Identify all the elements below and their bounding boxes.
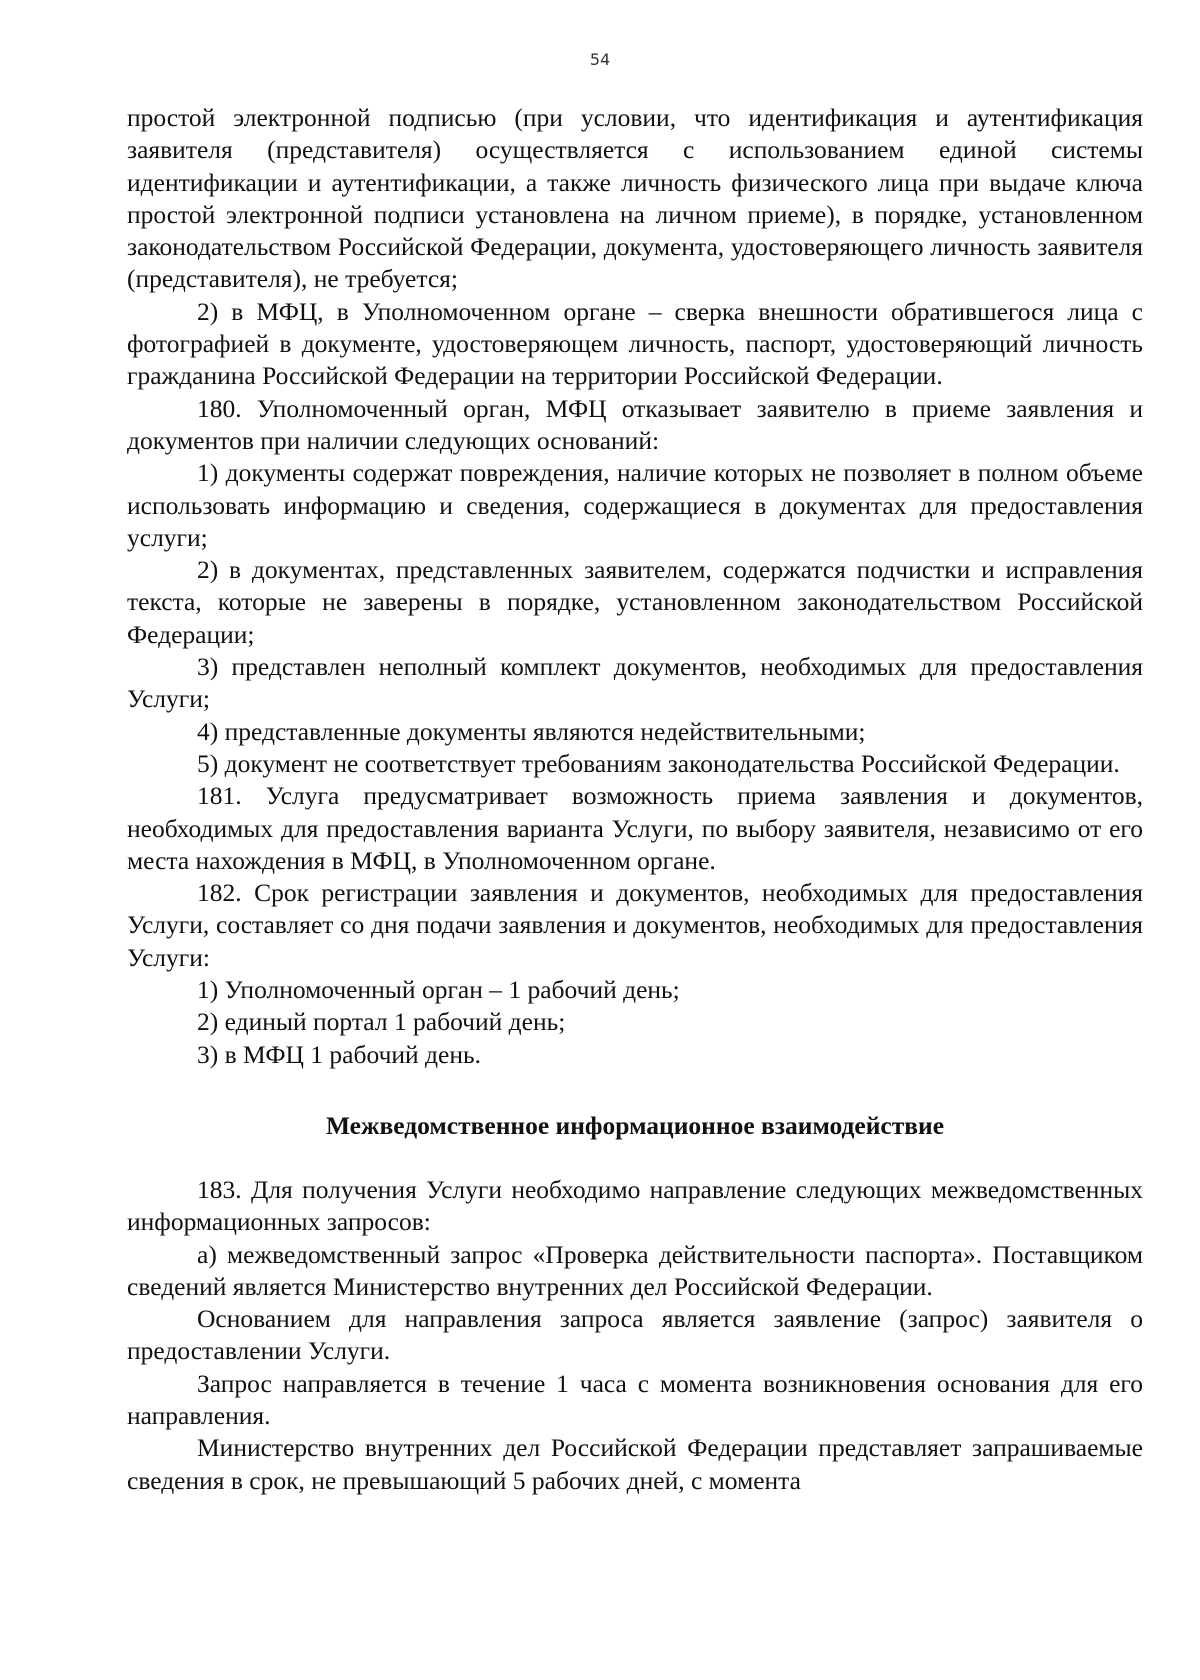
paragraph: 5) документ не соответствует требованиям законодательства Российской Федерации. — [197, 748, 1120, 778]
section-heading: Межведомственное информационное взаимодействие — [325, 1110, 945, 1140]
paragraph: 1) документы содержат повреждения, наличие которых не позволяет в полном объеме использовать информацию и сведения, содержащиеся в документах для предоставления услуги; — [127, 458, 1143, 552]
document-body — [127, 102, 1143, 1497]
paragraph: Министерство внутренних дел Российской Федерации представляет запрашиваемые сведения в срок, не превышающий 5 рабочих дней, с момента — [127, 1433, 1143, 1495]
paragraph: 4) представленные документы являются недействительными; — [197, 716, 866, 746]
paragraph: а) межведомственный запрос «Проверка действительности паспорта». Поставщиком сведений является Министерство внутренних дел Российской Федерации. — [127, 1239, 1143, 1301]
paragraph: 183. Для получения Услуги необходимо направление следующих межведомственных информационных запросов: — [127, 1174, 1143, 1237]
paragraph: 182. Срок регистрации заявления и документов, необходимых для предоставления Услуги, составляет со дня подачи заявления и документов, необходимых для предоставления Услуги: — [127, 878, 1143, 972]
paragraph: простой электронной подписью (при условии, что идентификация и аутентификация заявителя (представителя) осуществляется с использованием единой системы идентификации и аутентификации, а также личность физического лица при выдаче ключа простой электронной подписи установлена на личном приеме), в порядке, установленном законодательством Российской Федерации, документа, удостоверяющего личность заявителя (представителя), не требуется; — [127, 103, 1143, 294]
paragraph: 180. Уполномоченный орган, МФЦ отказывает заявителю в приеме заявления и документов при наличии следующих оснований: — [127, 393, 1143, 455]
paragraph-group-bottom — [127, 1174, 1143, 1497]
paragraph: Основанием для направления запроса является заявление (запрос) заявителя о предоставлении Услуги. — [127, 1304, 1143, 1366]
page-number: 54 — [589, 50, 611, 69]
paragraph: 3) в МФЦ 1 рабочий день. — [197, 1039, 481, 1069]
paragraph: 2) в документах, представленных заявителем, содержатся подчистки и исправления текста, которые не заверены в порядке, установленном законодательством Российской Федерации; — [127, 555, 1143, 649]
paragraph: 2) единый портал 1 рабочий день; — [197, 1007, 566, 1037]
paragraph: 181. Услуга предусматривает возможность приема заявления и документов, необходимых для предоставления варианта Услуги, по выбору заявителя, независимо от его места нахождения в МФЦ, в Уполномоченном органе. — [127, 781, 1143, 875]
paragraph-group-top — [127, 102, 1143, 1071]
paragraph: Запрос направляется в течение 1 часа с момента возникновения основания для его направления. — [127, 1368, 1143, 1430]
paragraph: 1) Уполномоченный орган – 1 рабочий день; — [197, 975, 680, 1005]
paragraph: 2) в МФЦ, в Уполномоченном органе – сверка внешности обратившегося лица с фотографией в документе, удостоверяющем личность, паспорт, удостоверяющий личность гражданина Российской Федерации на территории Российской Федерации. — [127, 296, 1143, 391]
paragraph: 3) представлен неполный комплект документов, необходимых для предоставления Услуги; — [127, 652, 1143, 714]
